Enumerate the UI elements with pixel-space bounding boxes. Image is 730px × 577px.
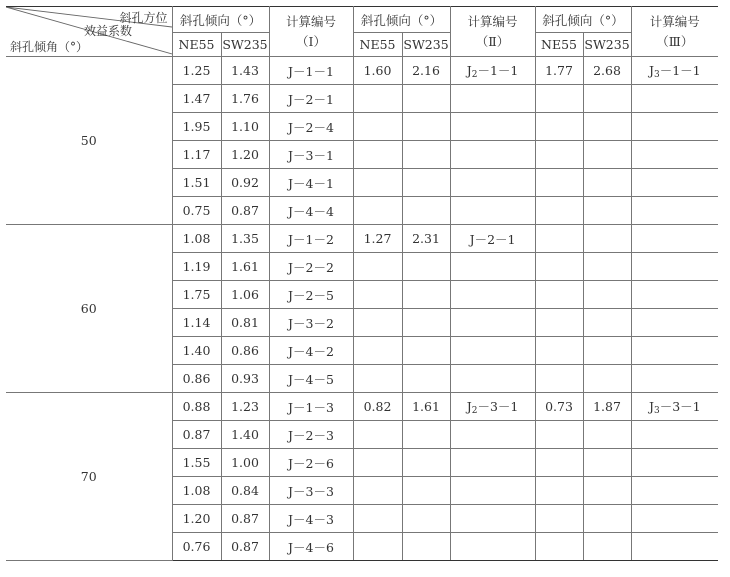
table-cell [450, 365, 535, 393]
table-cell [535, 141, 583, 169]
table-cell: J－1－1 [269, 57, 353, 85]
diag-label-bottom: 斜孔倾角（°） [10, 40, 89, 54]
table-cell: 0.84 [221, 477, 269, 505]
calc-title-text-3: 计算编号 [649, 13, 700, 29]
table-cell [583, 477, 631, 505]
ne-header-2: NE55 [353, 33, 402, 57]
table-cell: 0.92 [221, 169, 269, 197]
table-cell: 2.16 [402, 57, 450, 85]
table-cell [583, 505, 631, 533]
calc-sub-1: （Ⅰ） [296, 33, 326, 49]
table-cell: 0.86 [172, 365, 221, 393]
table-cell: 0.87 [221, 505, 269, 533]
table-cell [631, 309, 718, 337]
calc-title-text-1: 计算编号 [286, 13, 337, 29]
table-cell [450, 281, 535, 309]
table-cell: 1.08 [172, 477, 221, 505]
table-cell: 1.20 [172, 505, 221, 533]
table-cell: 1.10 [221, 113, 269, 141]
table-cell: 1.20 [221, 141, 269, 169]
table-cell: 1.40 [221, 421, 269, 449]
table-cell [583, 141, 631, 169]
table-cell: J－4－5 [269, 365, 353, 393]
table-cell: 1.00 [221, 449, 269, 477]
table-cell: 1.61 [221, 253, 269, 281]
table-cell [535, 421, 583, 449]
efficiency-coefficient-table [6, 6, 718, 561]
table-cell [631, 169, 718, 197]
table-cell [353, 309, 402, 337]
table-cell: 1.40 [172, 337, 221, 365]
table-cell: J－1－2 [269, 225, 353, 253]
table-cell [402, 337, 450, 365]
table-cell: 1.87 [583, 393, 631, 421]
table-cell: J－3－2 [269, 309, 353, 337]
table-cell [402, 281, 450, 309]
table-cell [631, 421, 718, 449]
group-title-2: 斜孔倾向（°） [353, 7, 450, 33]
ne-header-1: NE55 [172, 33, 221, 57]
sw-header-1: SW235 [221, 33, 269, 57]
table-cell: 1.77 [535, 57, 583, 85]
table-cell [631, 281, 718, 309]
table-cell: 1.23 [221, 393, 269, 421]
diag-label-top: 斜孔方位 [119, 11, 168, 25]
table-cell [535, 309, 583, 337]
table-cell: J－2－3 [269, 421, 353, 449]
table-cell [353, 169, 402, 197]
table-cell [583, 169, 631, 197]
table-cell: 1.14 [172, 309, 221, 337]
table-cell: $J_3-1-1$ [631, 57, 718, 85]
table-cell: 0.76 [172, 533, 221, 561]
table-cell: 0.88 [172, 393, 221, 421]
table-cell [535, 225, 583, 253]
table-cell [535, 449, 583, 477]
table-cell: 1.55 [172, 449, 221, 477]
table-cell: 1.43 [221, 57, 269, 85]
table-cell [631, 85, 718, 113]
table-cell [402, 533, 450, 561]
table-cell [631, 225, 718, 253]
table-cell [583, 533, 631, 561]
diag-label-mid: 效益系数 [84, 24, 133, 38]
table-cell [631, 365, 718, 393]
table-cell [353, 141, 402, 169]
table-cell [450, 421, 535, 449]
table-cell [535, 169, 583, 197]
table-cell [402, 169, 450, 197]
table-cell: 2.31 [402, 225, 450, 253]
table-cell [535, 113, 583, 141]
table-cell [353, 449, 402, 477]
table-cell [631, 477, 718, 505]
table-cell: 0.73 [535, 393, 583, 421]
table-cell [583, 449, 631, 477]
table-cell: 1.95 [172, 113, 221, 141]
table-cell: 1.61 [402, 393, 450, 421]
table-cell [535, 505, 583, 533]
table-cell: 0.81 [221, 309, 269, 337]
table-cell: J－2－5 [269, 281, 353, 309]
table-cell: 1.51 [172, 169, 221, 197]
table-cell [353, 85, 402, 113]
table-cell [450, 449, 535, 477]
table-cell: $J_2-3-1$ [450, 393, 535, 421]
calc-title-1 [269, 7, 353, 57]
table-cell: J－3－1 [269, 141, 353, 169]
table-row [6, 393, 718, 421]
table-cell [535, 253, 583, 281]
table-cell: $J_3-3-1$ [631, 393, 718, 421]
table-cell: 0.87 [221, 197, 269, 225]
calc-sub-3: （Ⅲ） [656, 33, 694, 49]
table-cell [402, 113, 450, 141]
table-cell: J－4－6 [269, 533, 353, 561]
table-cell [583, 197, 631, 225]
table-cell [535, 477, 583, 505]
angle-cell: 70 [6, 393, 172, 561]
table-cell [631, 505, 718, 533]
table-cell [450, 113, 535, 141]
table-cell [583, 113, 631, 141]
table-cell [450, 141, 535, 169]
table-cell: 1.76 [221, 85, 269, 113]
table-cell: 1.35 [221, 225, 269, 253]
table-cell: J－2－1 [269, 85, 353, 113]
table-cell: 0.93 [221, 365, 269, 393]
angle-cell: 50 [6, 57, 172, 225]
table-cell [631, 449, 718, 477]
table-cell: J－2－6 [269, 449, 353, 477]
table-cell: 0.87 [221, 533, 269, 561]
table-cell: J－4－4 [269, 197, 353, 225]
table-cell: J－2－4 [269, 113, 353, 141]
ne-header-3: NE55 [535, 33, 583, 57]
table-cell [583, 337, 631, 365]
table-cell [631, 197, 718, 225]
table-cell: 2.68 [583, 57, 631, 85]
calc-sub-2: （Ⅱ） [475, 33, 510, 49]
table-cell [535, 281, 583, 309]
table-cell [535, 365, 583, 393]
table-cell: 0.82 [353, 393, 402, 421]
group-title-1: 斜孔倾向（°） [172, 7, 269, 33]
table-cell [402, 365, 450, 393]
table-cell: J－3－3 [269, 477, 353, 505]
table-cell [631, 337, 718, 365]
table-cell: 0.75 [172, 197, 221, 225]
table-cell [402, 309, 450, 337]
table-cell: 1.19 [172, 253, 221, 281]
calc-title-3 [631, 7, 718, 57]
calc-title-2 [450, 7, 535, 57]
table-cell: J－4－2 [269, 337, 353, 365]
table-cell: 1.75 [172, 281, 221, 309]
table-cell: 1.17 [172, 141, 221, 169]
table-cell [402, 197, 450, 225]
diagonal-header-cell [6, 7, 172, 57]
table-cell [450, 337, 535, 365]
table-cell [450, 197, 535, 225]
table-cell [353, 337, 402, 365]
table-cell [450, 477, 535, 505]
table-cell [631, 253, 718, 281]
table-cell [402, 85, 450, 113]
table-cell [402, 141, 450, 169]
table-cell: 1.25 [172, 57, 221, 85]
calc-title-text-2: 计算编号 [467, 13, 518, 29]
table-cell: 0.86 [221, 337, 269, 365]
table-row [6, 225, 718, 253]
table-cell [535, 533, 583, 561]
table-cell [450, 169, 535, 197]
table-cell: $J_2-1-1$ [450, 57, 535, 85]
table-cell [353, 113, 402, 141]
sw-header-2: SW235 [402, 33, 450, 57]
table-cell [583, 309, 631, 337]
table-cell: J－1－3 [269, 393, 353, 421]
table-cell [535, 85, 583, 113]
group-title-3: 斜孔倾向（°） [535, 7, 631, 33]
table-cell [583, 225, 631, 253]
table-cell [402, 421, 450, 449]
table-cell: J－2－2 [269, 253, 353, 281]
table-cell [402, 477, 450, 505]
table-cell [535, 337, 583, 365]
table-cell [583, 421, 631, 449]
table-cell [402, 253, 450, 281]
table-cell [353, 365, 402, 393]
table-cell [353, 505, 402, 533]
table-cell [583, 85, 631, 113]
table-cell [631, 533, 718, 561]
sw-header-3: SW235 [583, 33, 631, 57]
angle-cell: 60 [6, 225, 172, 393]
table-cell [583, 365, 631, 393]
table-cell [353, 197, 402, 225]
table-cell [583, 253, 631, 281]
table-cell [631, 113, 718, 141]
table-cell [535, 197, 583, 225]
table-cell [450, 85, 535, 113]
table-cell [583, 281, 631, 309]
table-cell: J－4－3 [269, 505, 353, 533]
table-cell [353, 253, 402, 281]
table-cell [353, 281, 402, 309]
table-cell [353, 533, 402, 561]
table-cell [402, 505, 450, 533]
table-cell: 1.08 [172, 225, 221, 253]
table-cell: 1.60 [353, 57, 402, 85]
table-cell [353, 421, 402, 449]
table-cell: 1.47 [172, 85, 221, 113]
table-cell: J－2－1 [450, 225, 535, 253]
table-row [6, 57, 718, 85]
table-cell [353, 477, 402, 505]
table-cell: 1.27 [353, 225, 402, 253]
table-cell [450, 309, 535, 337]
table-cell [450, 505, 535, 533]
table-cell [450, 253, 535, 281]
table-cell [450, 533, 535, 561]
table-cell: 1.06 [221, 281, 269, 309]
table-cell: 0.87 [172, 421, 221, 449]
table-cell [631, 141, 718, 169]
table-cell [402, 449, 450, 477]
table-cell: J－4－1 [269, 169, 353, 197]
